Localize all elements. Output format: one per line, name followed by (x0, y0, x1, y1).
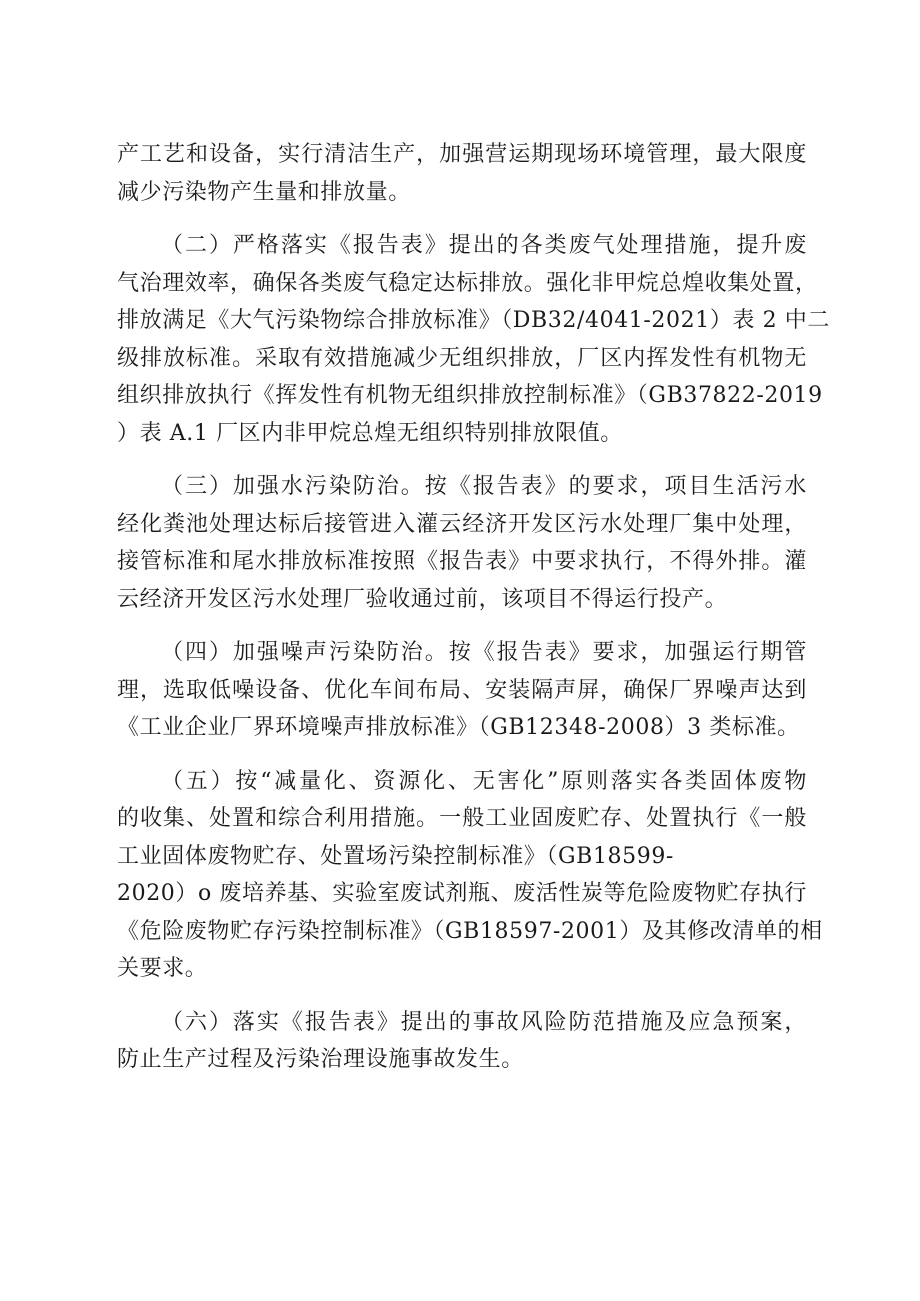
text-line: 工业固体废物贮存、处置场污染控制标准》（GB18599- (117, 843, 674, 869)
paragraph-risk-prevention (117, 1004, 807, 1079)
text-line: 产工艺和设备，实行清洁生产，加强营运期现场环境管理，最大限度 (117, 142, 807, 167)
text-line: 减少污染物产生量和排放量。 (117, 179, 411, 205)
text-line: （六）落实《报告表》提出的事故风险防范措施及应急预案， (161, 1009, 807, 1035)
text-line: ）表 A.1 厂区内非甲烷总煌无组织特别排放限值。 (117, 420, 623, 446)
text-line: 气治理效率，确保各类废气稳定达标排放。强化非甲烷总煌收集处置， (117, 270, 818, 296)
paragraph-continuation (117, 136, 807, 211)
text-line: 经化粪池处理达标后接管进入灌云经济开发区污水处理厂集中处理， (117, 511, 807, 537)
text-line: 云经济开发区污水处理厂验收通过前，该项目不得运行投产。 (117, 586, 728, 612)
text-line: （四）加强噪声污染防治。按《报告表》要求，加强运行期管 (161, 640, 807, 665)
text-line: 的收集、处置和综合利用措施。一般工业固废贮存、处置执行《一般 (117, 806, 807, 831)
paragraph-gap (117, 747, 807, 763)
text-line: （五）按“减量化、资源化、无害化”原则落实各类固体废物 (161, 768, 807, 794)
text-line: 2020）o 废培养基、实验室废试剂瓶、废活性炭等危险废物贮存执行 (117, 881, 808, 906)
text-line: 防止生产过程及污染治理设施事故发生。 (117, 1047, 524, 1072)
text-line: 关要求。 (117, 956, 208, 981)
text-line: 理，选取低噪设备、优化车间布局、安装隔声屏，确保厂界噪声达到 (117, 677, 807, 703)
paragraph-waste-gas (117, 227, 831, 452)
paragraph-gap (117, 988, 807, 1004)
text-line: 排放满足《大气污染物综合排放标准》（DB32/4041-2021）表 2 中二 (117, 308, 831, 333)
paragraph-solid-waste (117, 763, 823, 988)
text-line: 接管标准和尾水排放标准按照《报告表》中要求执行，不得外排。灌 (117, 549, 807, 574)
paragraph-noise (117, 634, 807, 747)
text-line: 组织排放执行《挥发性有机物无组织排放控制标准》（GB37822-2019 (117, 383, 823, 408)
text-line: 级排放标准。采取有效措施减少无组织排放，厂区内挥发性有机物无 (117, 345, 807, 371)
paragraph-water-pollution (117, 468, 807, 618)
paragraph-gap (117, 618, 807, 634)
text-line: （三）加强水污染防治。按《报告表》的要求，项目生活污水 (161, 474, 807, 499)
text-line: 《工业企业厂界环境噪声排放标准》（GB12348-2008）3 类标准。 (117, 715, 800, 740)
paragraph-gap (117, 452, 807, 468)
text-line: （二）严格落实《报告表》提出的各类废气处理措施，提升废 (161, 233, 807, 258)
document-body (117, 136, 831, 1079)
text-line: 《危险废物贮存污染控制标准》（GB18597-2001）及其修改清单的相 (117, 918, 823, 944)
paragraph-gap (117, 211, 807, 227)
